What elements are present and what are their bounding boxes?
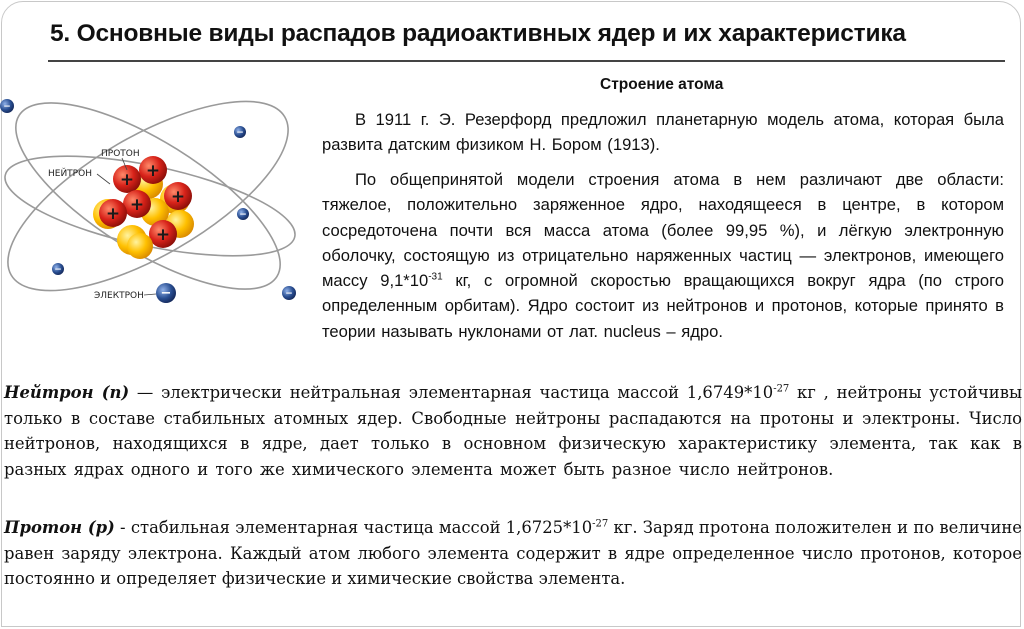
proton-plus-sign: + xyxy=(119,170,135,190)
proton-plus-sign: + xyxy=(105,204,121,224)
paragraph-atom-structure xyxy=(322,167,1004,344)
paragraph-text: кг , нейтроны устойчивы только в составе стабильных атомных ядер. Свободные нейтроны распадаются на протоны и электроны. Число нейтронов, находящихся в ядре, дает только в основном физическую характеристику элемента, так как в разных ядрах одного и того же химического элемента может быть разное число нейтронов. xyxy=(4,383,1022,479)
paragraph-text: кг. Заряд протона положителен и по величине равен заряду электрона. Каждый атом любого элемента содержит в ядре определенное число протонов, которое постоянно и определяет физические и химические свойства элемента. xyxy=(4,518,1022,589)
electron-minus-sign: − xyxy=(239,210,247,220)
term-neutron: Нейтрон (n) xyxy=(4,383,130,402)
paragraph-neutron xyxy=(4,380,1022,482)
leader-neutron xyxy=(97,174,110,184)
paragraph-proton xyxy=(4,515,1022,592)
slide-title: 5. Основные виды распадов радиоактивных ядер и их характеристика xyxy=(50,20,906,47)
paragraph-text: — электрически нейтральная элементарная частица массой 1,6749*10 xyxy=(129,383,774,402)
electron-minus-sign: − xyxy=(3,102,11,112)
paragraph-text: - стабильная элементарная частица массой 1,6725*10 xyxy=(114,518,593,537)
paragraph-rutherford: В 1911 г. Э. Резерфорд предложил планетарную модель атома, которая была развита датским физиком Н. Бором (1913). xyxy=(322,110,1004,155)
neutron-ball xyxy=(127,233,153,259)
label-proton: ПРОТОН xyxy=(101,149,140,159)
electron-minus-sign: − xyxy=(54,265,62,275)
leader-electron xyxy=(144,294,156,295)
exponent: -27 xyxy=(592,518,609,530)
electron-minus-sign: − xyxy=(285,289,293,299)
proton-plus-sign: + xyxy=(129,195,145,215)
exponent: -27 xyxy=(773,383,790,395)
title-underline xyxy=(48,60,1005,62)
section-subheading: Строение атома xyxy=(600,76,724,93)
electron-minus-sign: − xyxy=(160,286,172,301)
proton-plus-sign: + xyxy=(155,225,171,245)
proton-plus-sign: + xyxy=(170,187,186,207)
label-neutron: НЕЙТРОН xyxy=(48,169,92,179)
term-proton: Протон (p) xyxy=(4,518,115,537)
proton-plus-sign: + xyxy=(145,161,161,181)
label-electron: ЭЛЕКТРОН xyxy=(94,291,144,301)
electron-minus-sign: − xyxy=(236,128,244,138)
atom-model-illustration xyxy=(0,66,305,341)
exponent: -31 xyxy=(428,271,443,283)
paragraph-text: По общепринятой модели строения атома в нем различают две области: тяжелое, положительно заряженное ядро, находящееся в центре, в котором сосредоточена почти вся масса атома (более 99,95 %), и лёгкую электронную оболочку, состоящую из отрицательно наряженных частиц — электронов, имеющего массу 9,1*10 xyxy=(322,170,1004,291)
paragraph-text: кг, с огромной скоростью вращающихся вокруг ядра (по строго определенным орбитам). Ядро состоит из нейтронов и протонов, которые принято в теории называть нуклонами от лат. nucleus – ядро. xyxy=(322,271,1004,341)
